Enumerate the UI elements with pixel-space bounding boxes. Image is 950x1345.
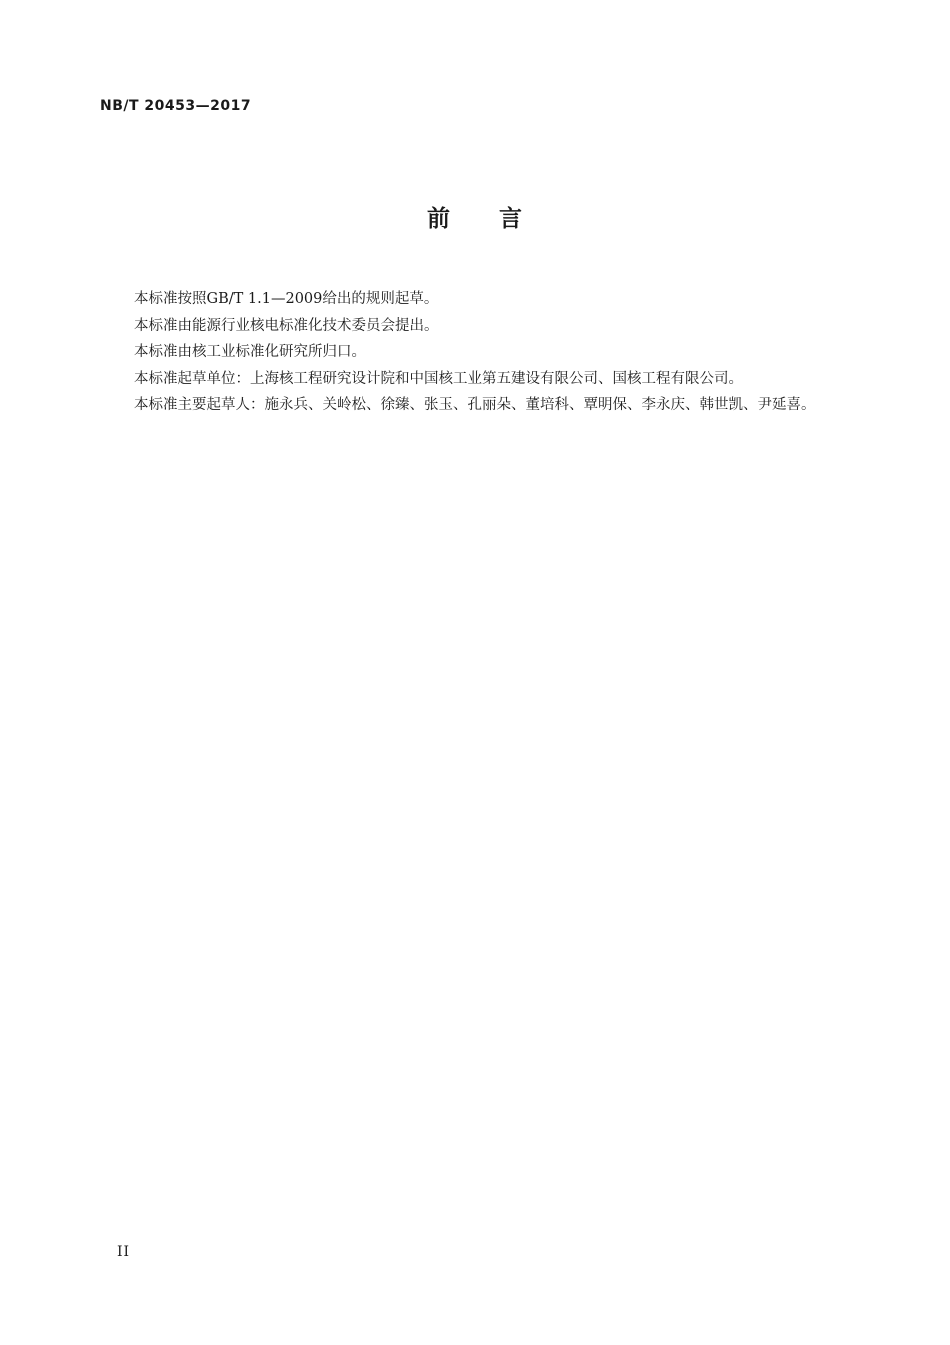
page-title: 前 言 [427, 206, 523, 232]
paragraph-proposed-by: 本标准由能源行业核电标准化技术委员会提出。 [134, 317, 439, 334]
paragraph-drafting-rules: 本标准按照GB/T 1.1—2009给出的规则起草。 [134, 291, 439, 307]
page-number: II [117, 1244, 131, 1260]
paragraph-drafting-units: 本标准起草单位：上海核工程研究设计院和中国核工业第五建设有限公司、国核工程有限公司。 [134, 370, 743, 387]
paragraph-administered-by: 本标准由核工业标准化研究所归口。 [134, 344, 366, 360]
standard-code: NB/T 20453—2017 [100, 98, 252, 114]
foreword-body [100, 286, 852, 419]
paragraph-drafters: 本标准主要起草人：施永兵、关岭松、徐臻、张玉、孔丽朵、董培科、覃明保、李永庆、韩世凯、尹延喜。 [134, 397, 816, 413]
